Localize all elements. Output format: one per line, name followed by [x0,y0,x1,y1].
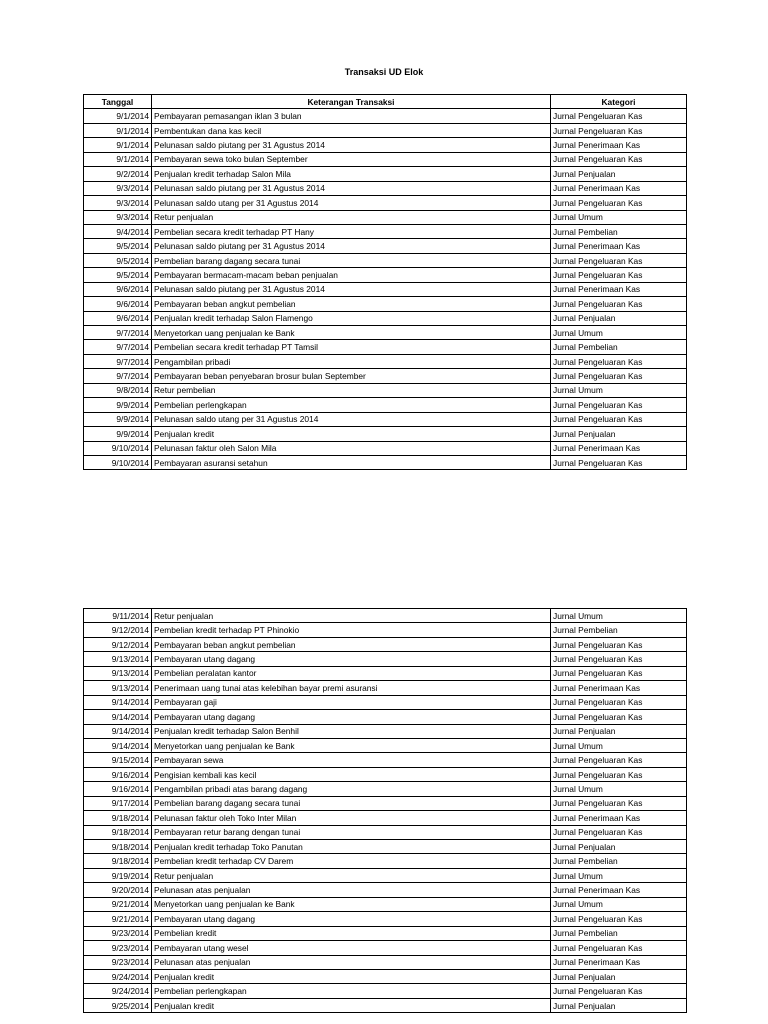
row-description: Pembayaran beban penyebaran brosur bulan September [152,369,551,383]
row-date: 9/19/2014 [84,868,152,882]
table-row [84,623,687,637]
table-row [84,340,687,354]
row-description: Pembayaran sewa toko bulan September [152,152,551,166]
row-category: Jurnal Umum [551,383,687,397]
table-row [84,282,687,296]
table-row [84,681,687,695]
row-description: Pelunasan saldo piutang per 31 Agustus 2014 [152,282,551,296]
row-date: 9/12/2014 [84,637,152,651]
table-row [84,767,687,781]
row-date: 9/13/2014 [84,666,152,680]
row-description: Penjualan kredit [152,998,551,1012]
row-category: Jurnal Penerimaan Kas [551,811,687,825]
table-row [84,941,687,955]
row-date: 9/6/2014 [84,282,152,296]
table-row [84,326,687,340]
row-category: Jurnal Pengeluaran Kas [551,652,687,666]
row-category: Jurnal Penerimaan Kas [551,681,687,695]
row-category: Jurnal Penjualan [551,167,687,181]
row-description: Pembelian secara kredit terhadap PT Tamsil [152,340,551,354]
row-date: 9/5/2014 [84,253,152,267]
row-category: Jurnal Penerimaan Kas [551,955,687,969]
table-row [84,753,687,767]
row-date: 9/24/2014 [84,984,152,998]
row-date: 9/23/2014 [84,941,152,955]
row-date: 9/9/2014 [84,412,152,426]
row-category: Jurnal Pengeluaran Kas [551,109,687,123]
row-date: 9/10/2014 [84,455,152,469]
row-category: Jurnal Pengeluaran Kas [551,666,687,680]
row-date: 9/4/2014 [84,224,152,238]
row-date: 9/14/2014 [84,738,152,752]
table-row [84,455,687,469]
row-category: Jurnal Pengeluaran Kas [551,796,687,810]
header-category: Kategori [551,95,687,109]
row-category: Jurnal Umum [551,210,687,224]
row-date: 9/13/2014 [84,652,152,666]
row-category: Jurnal Pengeluaran Kas [551,253,687,267]
table-row [84,825,687,839]
table-row [84,253,687,267]
row-description: Penjualan kredit [152,969,551,983]
row-date: 9/12/2014 [84,623,152,637]
table-row [84,123,687,137]
table-row [84,354,687,368]
row-description: Pembayaran sewa [152,753,551,767]
row-category: Jurnal Penjualan [551,969,687,983]
row-category: Jurnal Umum [551,868,687,882]
row-category: Jurnal Pembelian [551,340,687,354]
row-date: 9/18/2014 [84,811,152,825]
row-description: Retur penjualan [152,868,551,882]
table-row [84,167,687,181]
table-row [84,138,687,152]
table-row [84,854,687,868]
row-date: 9/14/2014 [84,724,152,738]
table-row [84,441,687,455]
row-category: Jurnal Pengeluaran Kas [551,941,687,955]
row-description: Pembayaran pemasangan iklan 3 bulan [152,109,551,123]
row-date: 9/21/2014 [84,912,152,926]
row-category: Jurnal Pengeluaran Kas [551,398,687,412]
row-description: Pembelian kredit terhadap PT Phinokio [152,623,551,637]
row-description: Pelunasan saldo piutang per 31 Agustus 2014 [152,239,551,253]
row-description: Pembayaran beban angkut pembelian [152,297,551,311]
table-row [84,268,687,282]
row-category: Jurnal Pengeluaran Kas [551,455,687,469]
row-category: Jurnal Penjualan [551,998,687,1012]
row-category: Jurnal Penjualan [551,311,687,325]
row-category: Jurnal Umum [551,897,687,911]
row-description: Pembayaran utang wesel [152,941,551,955]
row-date: 9/16/2014 [84,782,152,796]
row-date: 9/8/2014 [84,383,152,397]
table-row [84,297,687,311]
row-description: Pengisian kembali kas kecil [152,767,551,781]
table-row [84,369,687,383]
table-row [84,311,687,325]
row-description: Penjualan kredit terhadap Salon Flamengo [152,311,551,325]
row-category: Jurnal Pembelian [551,926,687,940]
row-date: 9/9/2014 [84,427,152,441]
row-description: Pembayaran gaji [152,695,551,709]
row-description: Pembayaran bermacam-macam beban penjualan [152,268,551,282]
row-description: Pelunasan saldo piutang per 31 Agustus 2014 [152,181,551,195]
row-date: 9/6/2014 [84,297,152,311]
row-date: 9/5/2014 [84,268,152,282]
row-description: Pelunasan saldo utang per 31 Agustus 2014 [152,412,551,426]
header-date: Tanggal [84,95,152,109]
row-description: Pelunasan atas penjualan [152,955,551,969]
row-category: Jurnal Pengeluaran Kas [551,268,687,282]
row-date: 9/2/2014 [84,167,152,181]
table-row [84,652,687,666]
row-description: Pelunasan saldo piutang per 31 Agustus 2014 [152,138,551,152]
row-description: Pelunasan atas penjualan [152,883,551,897]
row-date: 9/18/2014 [84,825,152,839]
row-description: Menyetorkan uang penjualan ke Bank [152,326,551,340]
table-row [84,666,687,680]
row-category: Jurnal Pengeluaran Kas [551,825,687,839]
row-date: 9/23/2014 [84,955,152,969]
row-description: Pembelian perlengkapan [152,984,551,998]
row-date: 9/1/2014 [84,152,152,166]
table-row [84,955,687,969]
row-category: Jurnal Umum [551,609,687,623]
row-date: 9/7/2014 [84,340,152,354]
table-row [84,738,687,752]
row-description: Pelunasan faktur oleh Toko Inter Milan [152,811,551,825]
row-date: 9/21/2014 [84,897,152,911]
row-date: 9/7/2014 [84,369,152,383]
row-category: Jurnal Pengeluaran Kas [551,753,687,767]
row-category: Jurnal Pengeluaran Kas [551,196,687,210]
table-row [84,181,687,195]
row-date: 9/24/2014 [84,969,152,983]
row-description: Pembayaran beban angkut pembelian [152,637,551,651]
row-description: Penjualan kredit terhadap Salon Mila [152,167,551,181]
table-row [84,984,687,998]
row-description: Pembelian peralatan kantor [152,666,551,680]
row-date: 9/23/2014 [84,926,152,940]
row-date: 9/3/2014 [84,196,152,210]
row-date: 9/3/2014 [84,210,152,224]
row-date: 9/14/2014 [84,710,152,724]
row-date: 9/1/2014 [84,138,152,152]
table-row [84,912,687,926]
row-description: Pembayaran utang dagang [152,912,551,926]
row-category: Jurnal Pembelian [551,854,687,868]
row-description: Menyetorkan uang penjualan ke Bank [152,738,551,752]
row-category: Jurnal Pembelian [551,224,687,238]
row-date: 9/10/2014 [84,441,152,455]
row-category: Jurnal Pengeluaran Kas [551,369,687,383]
row-category: Jurnal Penerimaan Kas [551,441,687,455]
table-row [84,840,687,854]
row-date: 9/3/2014 [84,181,152,195]
row-date: 9/7/2014 [84,326,152,340]
table-row [84,897,687,911]
row-description: Pembelian barang dagang secara tunai [152,253,551,267]
table-row [84,695,687,709]
table-header-row [84,95,687,109]
table-row [84,637,687,651]
row-category: Jurnal Penjualan [551,427,687,441]
table-row [84,811,687,825]
row-category: Jurnal Pengeluaran Kas [551,710,687,724]
page-title: Transaksi UD Elok [344,67,424,77]
row-description: Retur pembelian [152,383,551,397]
row-date: 9/11/2014 [84,609,152,623]
table-row [84,796,687,810]
row-description: Retur penjualan [152,609,551,623]
table-row [84,239,687,253]
row-date: 9/20/2014 [84,883,152,897]
row-category: Jurnal Pengeluaran Kas [551,152,687,166]
row-date: 9/18/2014 [84,840,152,854]
row-description: Penerimaan uang tunai atas kelebihan bayar premi asuransi [152,681,551,695]
row-category: Jurnal Penerimaan Kas [551,883,687,897]
row-category: Jurnal Pengeluaran Kas [551,123,687,137]
row-category: Jurnal Pengeluaran Kas [551,412,687,426]
row-description: Pembayaran utang dagang [152,652,551,666]
row-category: Jurnal Penerimaan Kas [551,181,687,195]
table-row [84,152,687,166]
table-row [84,782,687,796]
row-date: 9/6/2014 [84,311,152,325]
table-row [84,224,687,238]
row-category: Jurnal Umum [551,326,687,340]
table-row [84,412,687,426]
row-date: 9/1/2014 [84,123,152,137]
row-category: Jurnal Pengeluaran Kas [551,354,687,368]
transactions-table-1 [83,94,687,470]
header-description: Keterangan Transaksi [152,95,551,109]
table-row [84,883,687,897]
row-category: Jurnal Pengeluaran Kas [551,297,687,311]
row-description: Menyetorkan uang penjualan ke Bank [152,897,551,911]
transactions-table-2 [83,608,687,1013]
row-date: 9/5/2014 [84,239,152,253]
row-description: Pembayaran retur barang dengan tunai [152,825,551,839]
row-category: Jurnal Pengeluaran Kas [551,767,687,781]
row-category: Jurnal Pembelian [551,623,687,637]
row-category: Jurnal Umum [551,782,687,796]
row-description: Penjualan kredit [152,427,551,441]
table-row [84,398,687,412]
row-description: Pembelian kredit [152,926,551,940]
row-description: Pengambilan pribadi atas barang dagang [152,782,551,796]
row-category: Jurnal Penerimaan Kas [551,282,687,296]
table-row [84,868,687,882]
table-row [84,969,687,983]
row-category: Jurnal Penerimaan Kas [551,138,687,152]
row-category: Jurnal Pengeluaran Kas [551,695,687,709]
row-category: Jurnal Pengeluaran Kas [551,984,687,998]
row-description: Pelunasan faktur oleh Salon Mila [152,441,551,455]
row-category: Jurnal Penjualan [551,724,687,738]
row-date: 9/17/2014 [84,796,152,810]
row-description: Pengambilan pribadi [152,354,551,368]
row-category: Jurnal Pengeluaran Kas [551,912,687,926]
row-category: Jurnal Penjualan [551,840,687,854]
row-date: 9/18/2014 [84,854,152,868]
row-description: Retur penjualan [152,210,551,224]
table-row [84,196,687,210]
row-description: Pembelian barang dagang secara tunai [152,796,551,810]
table-row [84,710,687,724]
row-description: Pelunasan saldo utang per 31 Agustus 2014 [152,196,551,210]
table-row [84,427,687,441]
row-description: Pembayaran asuransi setahun [152,455,551,469]
row-date: 9/9/2014 [84,398,152,412]
table-row [84,926,687,940]
row-category: Jurnal Penerimaan Kas [551,239,687,253]
table-row [84,210,687,224]
row-description: Pembelian kredit terhadap CV Darem [152,854,551,868]
row-date: 9/25/2014 [84,998,152,1012]
row-date: 9/16/2014 [84,767,152,781]
row-description: Pembelian secara kredit terhadap PT Hany [152,224,551,238]
row-date: 9/1/2014 [84,109,152,123]
table-row [84,383,687,397]
table-row [84,724,687,738]
row-date: 9/7/2014 [84,354,152,368]
row-description: Penjualan kredit terhadap Toko Panutan [152,840,551,854]
row-description: Pembelian perlengkapan [152,398,551,412]
row-category: Jurnal Pengeluaran Kas [551,637,687,651]
row-date: 9/14/2014 [84,695,152,709]
row-description: Penjualan kredit terhadap Salon Benhil [152,724,551,738]
table-row [84,998,687,1012]
row-description: Pembayaran utang dagang [152,710,551,724]
table-row [84,109,687,123]
table-row [84,609,687,623]
row-category: Jurnal Umum [551,738,687,752]
row-date: 9/13/2014 [84,681,152,695]
row-description: Pembentukan dana kas kecil [152,123,551,137]
row-date: 9/15/2014 [84,753,152,767]
